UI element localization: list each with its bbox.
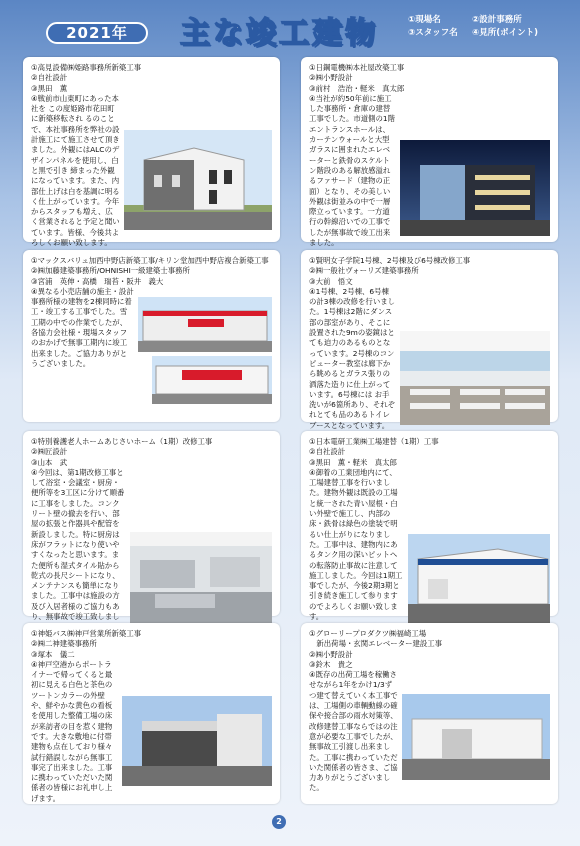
- project-card: [23, 250, 280, 422]
- staff: ③山本 武: [31, 457, 68, 467]
- legend-item: ②設計事務所: [472, 15, 522, 25]
- project-name: ①特別養護老人ホームあじさいホーム（1期）改修工事: [31, 437, 213, 446]
- designer: ②㈱一般社ヴォーリズ建築事務所: [309, 266, 419, 276]
- legend-item: ④見所(ポイント): [472, 28, 538, 38]
- year-badge: 2021年: [46, 22, 148, 44]
- project-card: [301, 250, 558, 430]
- staff: ③黒田 薫: [31, 83, 68, 93]
- project-description: ④神戸空港からポートライナーで帰ってくると最初に見える白色と茶色のツートンカラーの外壁や、鮮やかな黄色の看板を使用した整備工場の床が来訪者の目を惹く建物です。大きな敷地に付帯建物も点在しており様々試行錯誤しながら無事工事完了出来ました。工事に携わっていただいた関係者の皆様にお礼申し上げます。: [31, 659, 113, 803]
- legend-item: ③スタッフ名: [408, 28, 458, 38]
- kitchen-photo: [130, 532, 272, 628]
- building-photo: [400, 140, 550, 236]
- building-photo: [124, 130, 272, 230]
- project-card: [23, 431, 280, 622]
- designer: ②㈱匠設計: [31, 447, 68, 457]
- staff: ③塚本 儀二: [31, 649, 75, 659]
- project-card: [301, 623, 558, 804]
- project-name: ①グローリープロダクツ㈱福崎工場: [309, 629, 427, 638]
- project-description: ④既存の出荷工場を稼働させながら1年をかけ1/3ずつ建て替えていく本工事では、工場側の車輌動線の確保や接合部の雨水対策等、改修建替工事ならではの注意が必要な工事でしたが、無事故工引渡し出来ました。工事に携わっていただいた関係者の皆さま、ご協力ありがとうございました。: [309, 670, 398, 793]
- warehouse-photo: [402, 694, 550, 780]
- project-name: ①マックスバリュ加西中野店新築工事/キリン堂加西中野店複合新築工事: [31, 256, 269, 265]
- project-card: [301, 57, 558, 248]
- page-number: 2: [272, 815, 286, 829]
- project-card: [23, 623, 280, 804]
- factory-photo: [408, 534, 550, 624]
- page-title: 主な竣工建物: [180, 16, 378, 51]
- staff: ③前村 浩治・軽米 真太郎: [309, 83, 405, 93]
- project-description: ④異なる小売店舗の施主・設計事務所様の建物を2棟同時に着工・竣工する工事でした。雪工期の中での作業でしたが、各協力会社様・現場スタッフのおかげで無事工期内に竣工出来ました。ご協力ありがとうございました。: [31, 286, 134, 368]
- project-description: ④御着の工業団地内にて、工場建替工事を行いました。建物外観は既設の工場と統一された青い屋根・白い外壁で施工し、内部の床・鉄骨は緑色の塗装で明るい仕上がりになりました。工事中は、建物内にあるタンク用の深いピットへの転落防止事故に注意して施工しました。今回は1期工事でしたが、今後2期3期と引き続き施工して参りますのでよろしくお願い致します。: [309, 467, 403, 622]
- legend-item: ①現場名: [408, 15, 441, 25]
- project-name-cont: 新出荷場・玄関エレベーター建設工事: [309, 639, 443, 649]
- designer: ②㈱二神建築事務所: [31, 639, 97, 649]
- store-photo-maxvalu: [138, 297, 272, 352]
- staff: ③黒田 薫・軽米 真太郎: [309, 457, 397, 467]
- staff: ③宮浦 英伸・高橋 瑞苔・阪井 義大: [31, 276, 164, 286]
- project-name: ①神姫バス㈱神戸営業所新築工事: [31, 629, 142, 638]
- project-description: ④今回は、第1期改修工事として浴室・会議室・厨房・便所等を3工区に分けて順番に工事をしました。コンクリート壁の撤去を行い、部屋の拡張と作器具や配管を新設しました。特に厨房は床がフラットになり使いやすくなったと思います。また便所も湿式タイル貼から乾式の長尺シートになり、メンテナンスも簡単になりました。工事中は施設の方及び入居者様のご協力もあり、無事故で竣工致しまし: [31, 467, 125, 622]
- project-description: ④1号棟、2号棟、6号棟の計3棟の改修を行いました。1号棟は2階にダンス部の部室があり、そこに設置された9mの姿鏡はとても迫力のあるものとなっています。2号棟のコンピューター教室は廊下から眺めるとガラス張りの洒落た造りに仕上がっています。6号棟には お手洗いが6箇所あり、それぞれとても品のあるトイレブースとなっています。: [309, 286, 396, 430]
- project-description: ④当社が約50年前に施工した事務所・倉庫の建替工事でした。市道側の1階エントランスホールは、カーテンウォールと大型ガラスに囲まれたエレベーターと鉄骨のスケルトン階段のある解放感溢れるファサード（建物の正面）となり、その美しい外観は街並みの中で一層際立っています。一方道行の幹線沿いでの工事でしたが無事故で竣工出来ました。: [309, 93, 396, 248]
- designer: ②㈱小野設計: [309, 649, 353, 659]
- store-photo-kirindo: [152, 356, 272, 404]
- designer: ②㈱加藤建築事務所/OHNISHI一級建築士事務所: [31, 266, 190, 276]
- header: [0, 0, 580, 50]
- staff: ③鈴木 貴之: [309, 659, 353, 669]
- project-description: ④戦前市山東町にあった本社を この度姫路市花田町に新築移転され るのことで、本社事務所を弊社の設計施工にて施工させて頂き ました。外観にはALCのデザインパネルを使用し、白と黒で引き 締まった外観になっています。また、内部仕上げは白を基調に明るく仕上がっています。今年からスタッフも増え、広く営業されると予定と聞いています。皆様、今後共よろしくお願い致します。: [31, 93, 120, 248]
- project-card: [301, 431, 558, 622]
- designer: ②自社設計: [309, 447, 346, 457]
- project-name: ①賢明女子学院1号棟、2号棟及び6号棟改修工事: [309, 256, 471, 265]
- classroom-photo: [400, 331, 550, 425]
- designer: ②自社設計: [31, 73, 68, 83]
- designer: ②㈱小野設計: [309, 73, 353, 83]
- project-name: ①高見設備㈱姫路事務所新築工事: [31, 63, 142, 72]
- legend: [408, 14, 538, 40]
- bus-office-photo: [122, 696, 272, 786]
- project-name: ①日本電研工業㈱工場建替（1期）工事: [309, 437, 439, 446]
- project-name: ①日鋼電機㈱本社屋改築工事: [309, 63, 405, 72]
- staff: ③大前 悟文: [309, 276, 353, 286]
- project-card: [23, 57, 280, 248]
